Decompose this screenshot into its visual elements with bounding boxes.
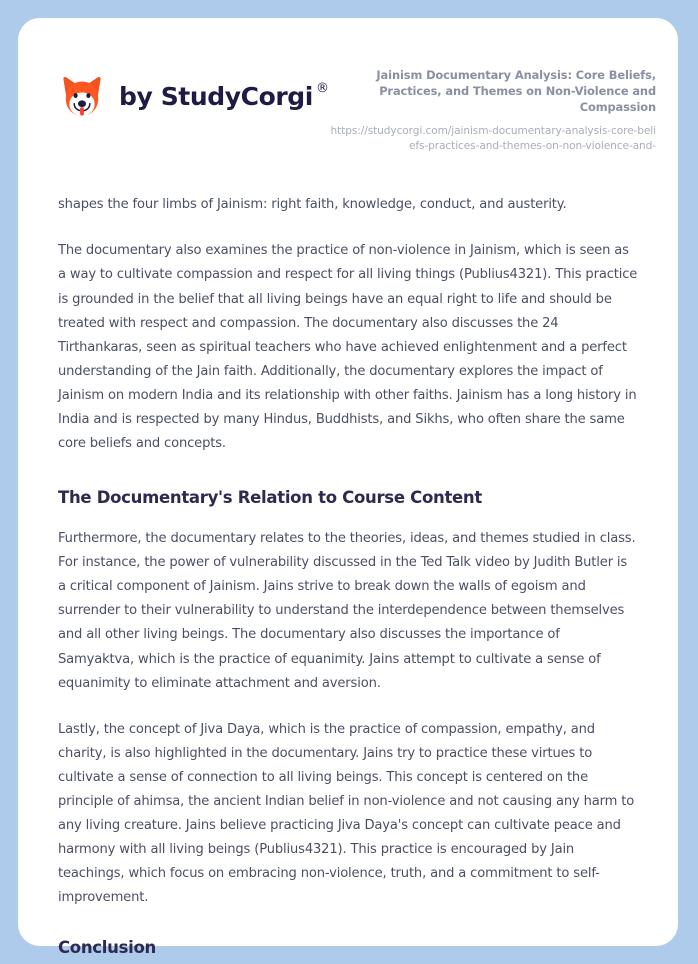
document-url[interactable]: https://studycorgi.com/jainism-documentary-analysis-core-beliefs-practices-and-themes-on-non-violence-and-	[330, 124, 656, 152]
registered-trademark-symbol: ®	[315, 80, 329, 96]
brand-logo[interactable]	[58, 64, 329, 120]
section-heading-course-content: The Documentary's Relation to Course Content	[58, 488, 482, 508]
paragraph-non-violence: The documentary also examines the practice of non-violence in Jainism, which is seen as a way to cultivate compassion and respect for all living things (Publius4321). This practice is grounded in the belief that all living beings have an equal right to life and should be treated with respect and compassion. The documentary also discusses the 24 Tirthankaras, seen as spiritual teachers who have achieved enlightenment and a perfect understanding of the Jain faith. Additionally, the documentary explores the impact of Jainism on modern India and its relationship with other faiths. Jainism has a long history in India and is respected by many Hindus, Buddhists, and Sikhs, who often share the same core beliefs and concepts.	[58, 243, 638, 451]
brand-wordmark	[119, 80, 329, 111]
paragraph-course-relation: Furthermore, the documentary relates to the theories, ideas, and themes studied in class. For instance, the power of vulnerability discussed in the Ted Talk video by Judith Butler is a critical component of Jainism. Jains strive to break down the walls of egoism and surrender to their vulnerability to understand the interdependence between themselves and all other living beings. The documentary also discusses the importance of Samyaktva, which is the practice of equanimity. Jains attempt to cultivate a sense of equanimity to eliminate attachment and aversion.	[58, 531, 636, 691]
document-body	[18, 193, 678, 959]
document-page-card	[18, 18, 678, 958]
paragraph-jiva-daya: Lastly, the concept of Jiva Daya, which is the practice of compassion, empathy, and charity, is also highlighted in the documentary. Jains try to practice these virtues to cultivate a sense of connection to all living beings. This concept is centered on the principle of ahimsa, the ancient Indian belief in non-violence and not causing any harm to any living creature. Jains believe practicing Jiva Daya's concept can cultivate peace and harmony with all living beings (Publius4321). This practice is encouraged by Jain teachings, which focus on embracing non-violence, truth, and a commitment to self-improvement.	[58, 721, 635, 906]
document-title: Jainism Documentary Analysis: Core Beliefs, Practices, and Themes on Non-Violence and Compassion	[376, 68, 656, 115]
brand-wordmark-text: by StudyCorgi	[119, 81, 313, 111]
paragraph-continuation: shapes the four limbs of Jainism: right faith, knowledge, conduct, and austerity.	[58, 197, 567, 213]
corgi-mascot-icon	[58, 72, 106, 120]
section-heading-conclusion: Conclusion	[58, 938, 156, 958]
document-meta	[329, 64, 656, 154]
page-header	[18, 18, 678, 154]
